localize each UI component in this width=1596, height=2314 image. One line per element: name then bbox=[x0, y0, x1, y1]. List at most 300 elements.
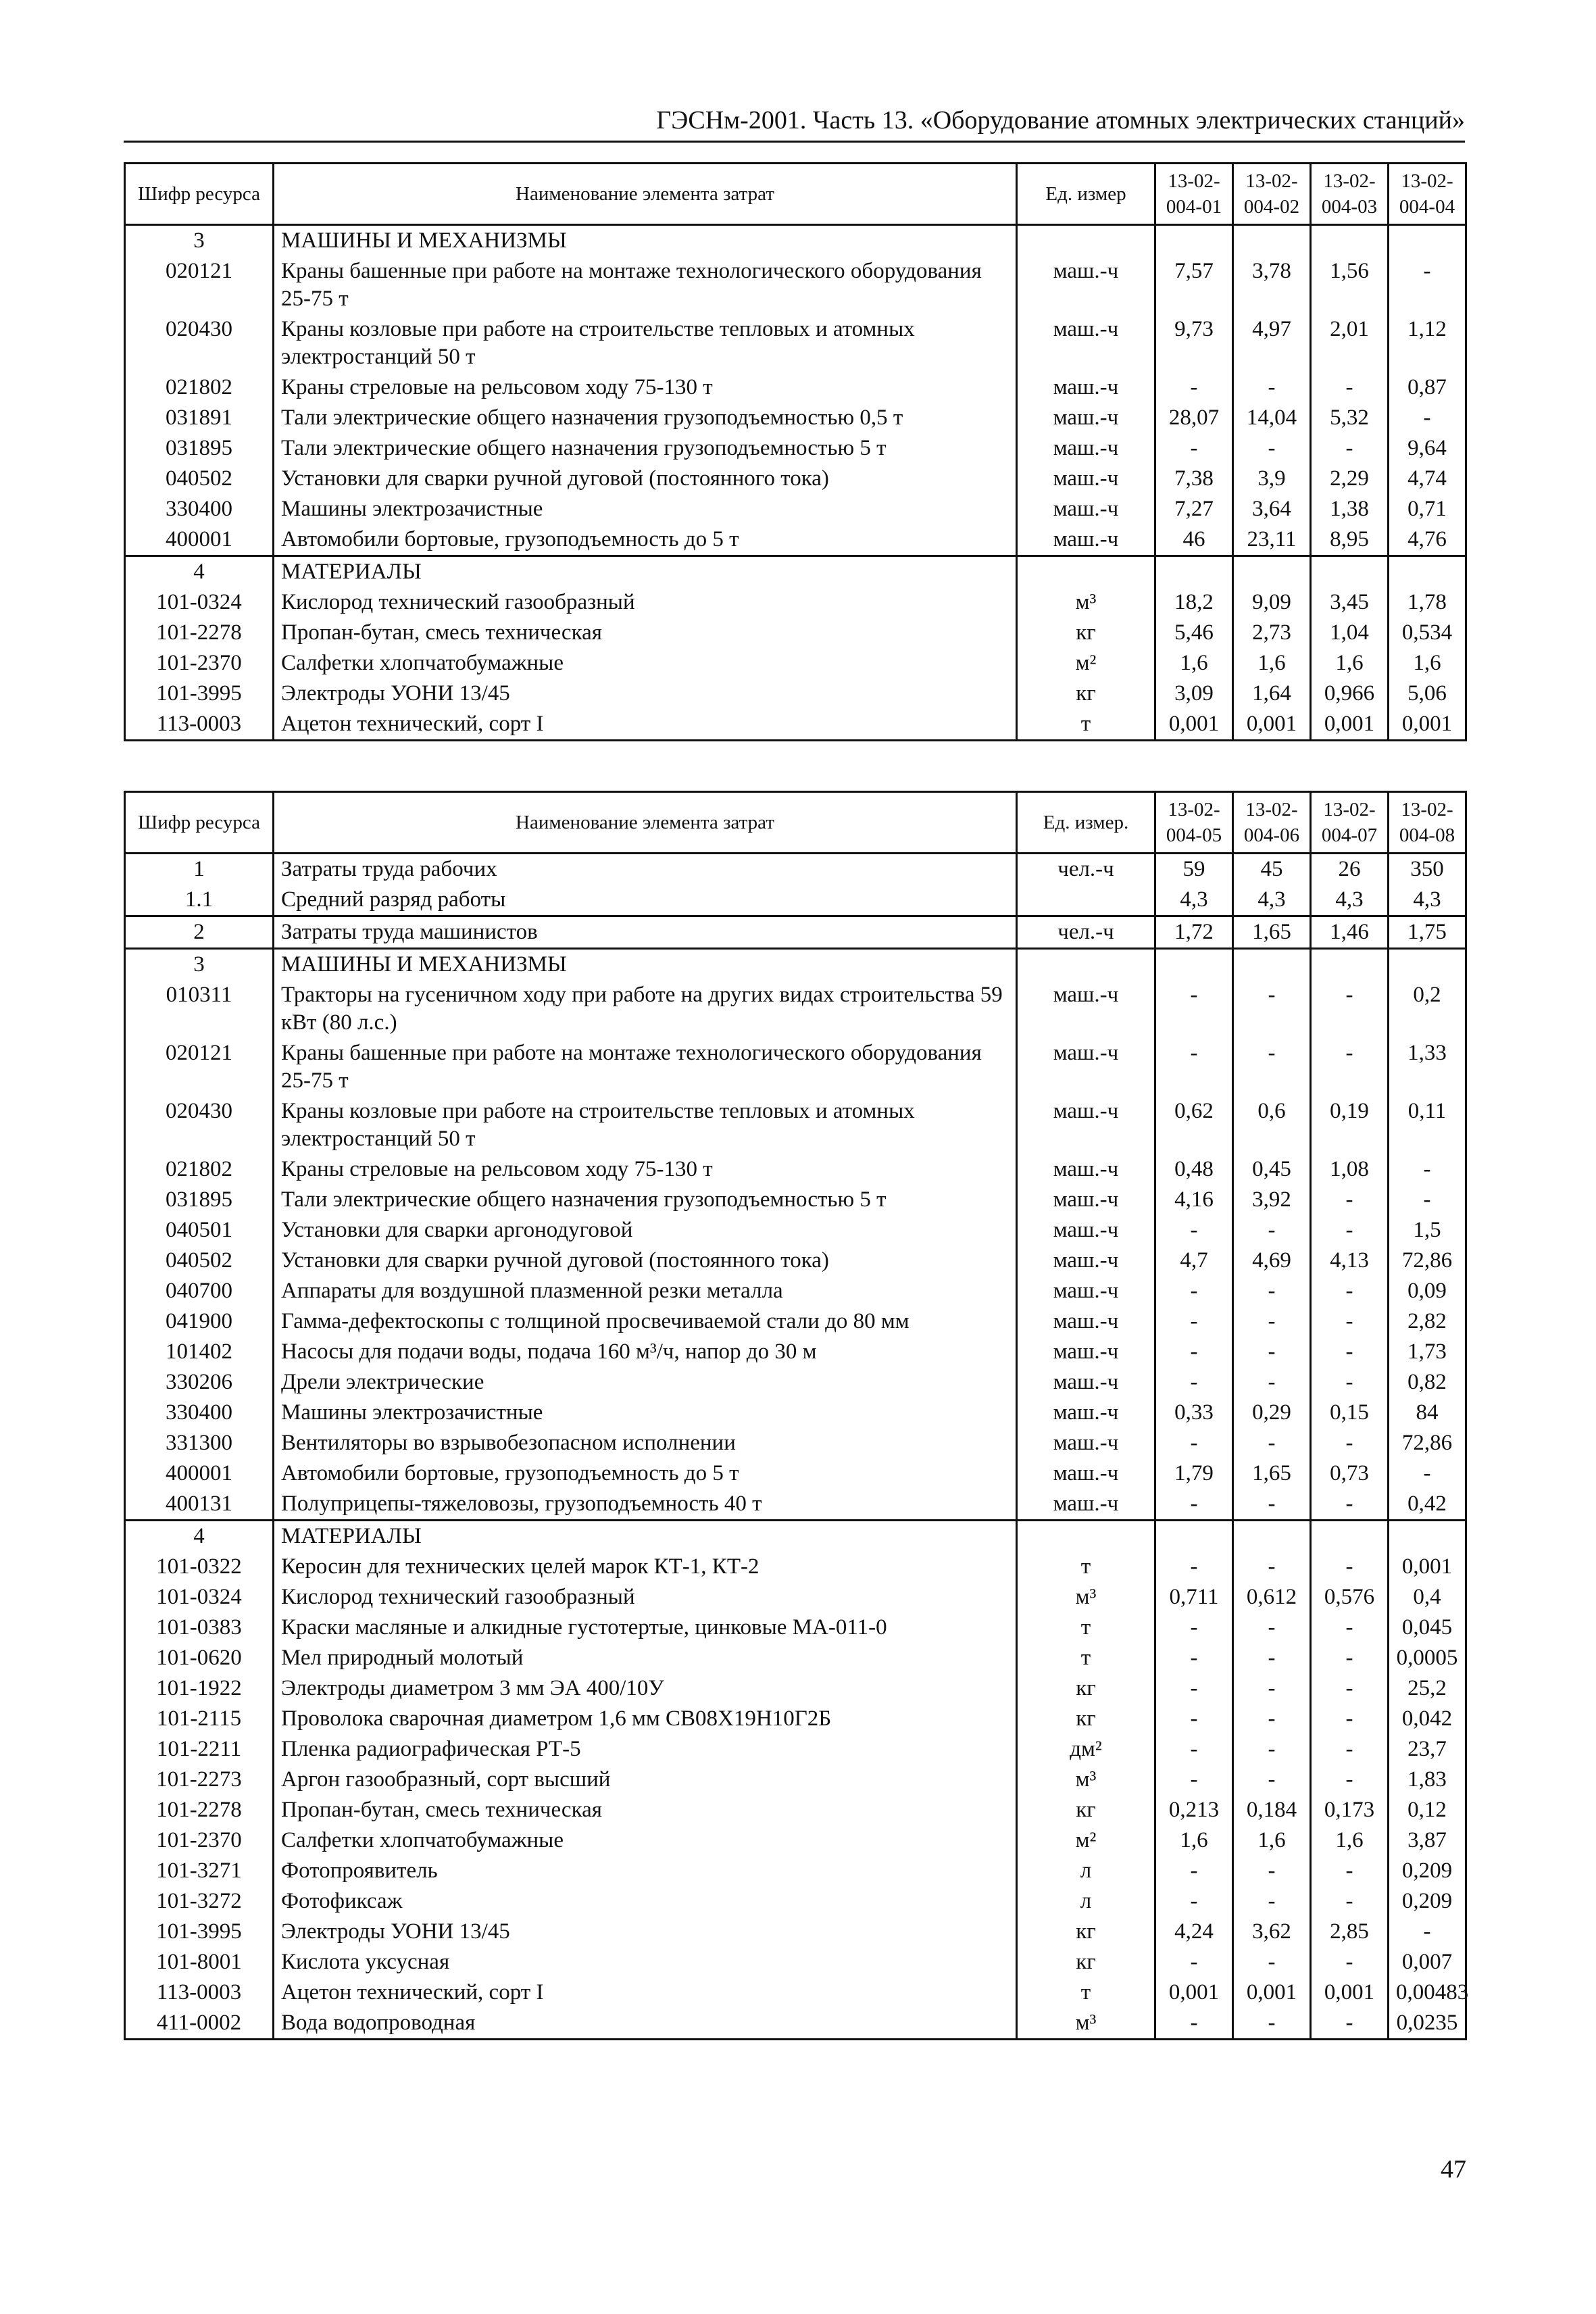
table-row bbox=[125, 1704, 1466, 1734]
value-cell: 0,48 bbox=[1155, 1154, 1233, 1185]
value-cell: 350 bbox=[1389, 854, 1466, 885]
value-cell: 0,966 bbox=[1311, 679, 1389, 709]
value-cell: - bbox=[1155, 1765, 1233, 1795]
value-cell bbox=[1389, 1521, 1466, 1552]
table-row bbox=[125, 1917, 1466, 1947]
table-row bbox=[125, 1428, 1466, 1458]
unit-cell: м² bbox=[1017, 1825, 1155, 1856]
resource-name-cell: Ацетон технический, сорт I bbox=[274, 1977, 1017, 2008]
value-cell: 5,46 bbox=[1155, 618, 1233, 648]
unit-cell: т bbox=[1017, 1613, 1155, 1643]
value-cell: 2,01 bbox=[1311, 314, 1389, 372]
value-cell: - bbox=[1311, 1337, 1389, 1367]
unit-cell: м² bbox=[1017, 648, 1155, 679]
unit-cell: т bbox=[1017, 1977, 1155, 2008]
value-cell: 0,042 bbox=[1389, 1704, 1466, 1734]
value-cell: 72,86 bbox=[1389, 1246, 1466, 1276]
resource-code-cell: 400001 bbox=[125, 1458, 274, 1489]
value-cell: 0,42 bbox=[1389, 1489, 1466, 1521]
value-cell: 8,95 bbox=[1311, 524, 1389, 556]
section-row bbox=[125, 556, 1466, 588]
unit-cell: маш.-ч bbox=[1017, 1096, 1155, 1154]
resource-name-cell: Краски масляные и алкидные густотертые, цинковые МА-011-0 bbox=[274, 1613, 1017, 1643]
table-row bbox=[125, 854, 1466, 885]
resource-code-cell: 4 bbox=[125, 1521, 274, 1552]
value-cell: 0,62 bbox=[1155, 1096, 1233, 1154]
table-row bbox=[125, 1276, 1466, 1306]
section-title-cell: МАШИНЫ И МЕХАНИЗМЫ bbox=[274, 949, 1017, 981]
value-cell: - bbox=[1155, 1276, 1233, 1306]
header-col-2: 13-02-004-06 bbox=[1233, 792, 1311, 854]
resource-name-cell: Затраты труда рабочих bbox=[274, 854, 1017, 885]
value-cell: 0,001 bbox=[1233, 1977, 1311, 2008]
value-cell: 0,19 bbox=[1311, 1096, 1389, 1154]
unit-cell: маш.-ч bbox=[1017, 1428, 1155, 1458]
value-cell: - bbox=[1233, 1947, 1311, 1977]
value-cell: 4,7 bbox=[1155, 1246, 1233, 1276]
resource-code-cell: 020121 bbox=[125, 256, 274, 314]
value-cell: 1,64 bbox=[1233, 679, 1311, 709]
value-cell bbox=[1311, 556, 1389, 588]
value-cell: - bbox=[1389, 1185, 1466, 1215]
value-cell: 0,2 bbox=[1389, 980, 1466, 1038]
value-cell: - bbox=[1233, 1552, 1311, 1582]
value-cell: 0,001 bbox=[1155, 709, 1233, 741]
value-cell: 4,16 bbox=[1155, 1185, 1233, 1215]
table-row bbox=[125, 1977, 1466, 2008]
value-cell: 7,27 bbox=[1155, 494, 1233, 524]
table-row bbox=[125, 1458, 1466, 1489]
value-cell: - bbox=[1155, 1886, 1233, 1917]
unit-cell: кг bbox=[1017, 1704, 1155, 1734]
resource-code-cell: 101-3272 bbox=[125, 1886, 274, 1917]
resource-name-cell: Электроды диаметром 3 мм ЭА 400/10У bbox=[274, 1673, 1017, 1704]
value-cell: 4,24 bbox=[1155, 1917, 1233, 1947]
unit-cell: маш.-ч bbox=[1017, 403, 1155, 433]
resource-code-cell: 101-2370 bbox=[125, 1825, 274, 1856]
resource-code-cell: 040502 bbox=[125, 464, 274, 494]
resource-code-cell: 400131 bbox=[125, 1489, 274, 1521]
value-cell: - bbox=[1233, 1734, 1311, 1765]
resource-code-cell: 330206 bbox=[125, 1367, 274, 1398]
value-cell: 4,3 bbox=[1389, 885, 1466, 916]
value-cell: - bbox=[1233, 1215, 1311, 1246]
value-cell: - bbox=[1311, 1643, 1389, 1673]
table-row bbox=[125, 1856, 1466, 1886]
resource-code-cell: 020430 bbox=[125, 1096, 274, 1154]
resource-name-cell: Средний разряд работы bbox=[274, 885, 1017, 916]
resource-name-cell: Краны башенные при работе на монтаже технологического оборудования 25-75 т bbox=[274, 256, 1017, 314]
table-row bbox=[125, 1367, 1466, 1398]
value-cell: 1,65 bbox=[1233, 916, 1311, 949]
resource-name-cell: Аргон газообразный, сорт высший bbox=[274, 1765, 1017, 1795]
value-cell: 0,6 bbox=[1233, 1096, 1311, 1154]
value-cell: 0,001 bbox=[1311, 1977, 1389, 2008]
section-title-cell: МАШИНЫ И МЕХАНИЗМЫ bbox=[274, 225, 1017, 257]
value-cell: 3,87 bbox=[1389, 1825, 1466, 1856]
resource-code-cell: 101-0324 bbox=[125, 1582, 274, 1613]
value-cell: 3,09 bbox=[1155, 679, 1233, 709]
value-cell: 1,6 bbox=[1233, 1825, 1311, 1856]
value-cell: 1,75 bbox=[1389, 916, 1466, 949]
resource-name-cell: Пропан-бутан, смесь техническая bbox=[274, 618, 1017, 648]
table-row bbox=[125, 1643, 1466, 1673]
value-cell: - bbox=[1155, 1704, 1233, 1734]
table-row bbox=[125, 1306, 1466, 1337]
resource-name-cell: Установки для сварки аргонодуговой bbox=[274, 1215, 1017, 1246]
resource-code-cell: 101-2115 bbox=[125, 1704, 274, 1734]
value-cell: 0,184 bbox=[1233, 1795, 1311, 1825]
unit-cell: маш.-ч bbox=[1017, 1306, 1155, 1337]
header-col-4: 13-02-004-04 bbox=[1389, 164, 1466, 225]
resource-name-cell: Салфетки хлопчатобумажные bbox=[274, 648, 1017, 679]
value-cell: 0,29 bbox=[1233, 1398, 1311, 1428]
unit-cell: маш.-ч bbox=[1017, 433, 1155, 464]
value-cell bbox=[1311, 225, 1389, 257]
value-cell: - bbox=[1311, 1704, 1389, 1734]
table-row bbox=[125, 679, 1466, 709]
resource-code-cell: 101-0322 bbox=[125, 1552, 274, 1582]
value-cell: 7,57 bbox=[1155, 256, 1233, 314]
resource-name-cell: Автомобили бортовые, грузоподъемность до 5 т bbox=[274, 524, 1017, 556]
resource-name-cell: Электроды УОНИ 13/45 bbox=[274, 1917, 1017, 1947]
value-cell: 4,3 bbox=[1155, 885, 1233, 916]
value-cell: 0,045 bbox=[1389, 1613, 1466, 1643]
value-cell: 0,711 bbox=[1155, 1582, 1233, 1613]
table-row bbox=[125, 1246, 1466, 1276]
page-number: 47 bbox=[1441, 2155, 1466, 2184]
resource-code-cell: 010311 bbox=[125, 980, 274, 1038]
value-cell: - bbox=[1233, 1489, 1311, 1521]
value-cell bbox=[1233, 949, 1311, 981]
resource-name-cell: Тали электрические общего назначения грузоподъемностью 5 т bbox=[274, 1185, 1017, 1215]
value-cell: - bbox=[1155, 1552, 1233, 1582]
value-cell: 0,001 bbox=[1389, 709, 1466, 741]
unit-cell: маш.-ч bbox=[1017, 1038, 1155, 1096]
resource-name-cell: Фотофиксаж bbox=[274, 1886, 1017, 1917]
resource-name-cell: Вода водопроводная bbox=[274, 2008, 1017, 2040]
header-code: Шифр ресурса bbox=[125, 792, 274, 854]
header-unit: Ед. измер bbox=[1017, 164, 1155, 225]
header-name: Наименование элемента затрат bbox=[274, 164, 1017, 225]
resource-name-cell: Пропан-бутан, смесь техническая bbox=[274, 1795, 1017, 1825]
resource-code-cell: 101402 bbox=[125, 1337, 274, 1367]
value-cell bbox=[1155, 1521, 1233, 1552]
resource-code-cell: 2 bbox=[125, 916, 274, 949]
resource-table-1 bbox=[124, 162, 1467, 741]
value-cell: 2,29 bbox=[1311, 464, 1389, 494]
table-row bbox=[125, 1096, 1466, 1154]
resource-code-cell: 3 bbox=[125, 949, 274, 981]
value-cell: 0,534 bbox=[1389, 618, 1466, 648]
value-cell: 1,78 bbox=[1389, 587, 1466, 618]
unit-cell bbox=[1017, 225, 1155, 257]
value-cell: 0,71 bbox=[1389, 494, 1466, 524]
resource-code-cell: 331300 bbox=[125, 1428, 274, 1458]
value-cell: 0,209 bbox=[1389, 1856, 1466, 1886]
resource-code-cell: 101-1922 bbox=[125, 1673, 274, 1704]
value-cell: - bbox=[1155, 1038, 1233, 1096]
resource-name-cell: Краны стреловые на рельсовом ходу 75-130 т bbox=[274, 1154, 1017, 1185]
value-cell: - bbox=[1389, 403, 1466, 433]
value-cell: 1,12 bbox=[1389, 314, 1466, 372]
unit-cell: м³ bbox=[1017, 2008, 1155, 2040]
table-row bbox=[125, 1337, 1466, 1367]
table-row bbox=[125, 587, 1466, 618]
resource-name-cell: Затраты труда машинистов bbox=[274, 916, 1017, 949]
value-cell: 0,45 bbox=[1233, 1154, 1311, 1185]
value-cell: - bbox=[1155, 1215, 1233, 1246]
unit-cell: дм² bbox=[1017, 1734, 1155, 1765]
value-cell: - bbox=[1233, 1856, 1311, 1886]
value-cell: 1,5 bbox=[1389, 1215, 1466, 1246]
resource-name-cell: Установки для сварки ручной дуговой (постоянного тока) bbox=[274, 1246, 1017, 1276]
resource-name-cell: Салфетки хлопчатобумажные bbox=[274, 1825, 1017, 1856]
value-cell: 1,33 bbox=[1389, 1038, 1466, 1096]
value-cell: 1,56 bbox=[1311, 256, 1389, 314]
table-row bbox=[125, 1215, 1466, 1246]
value-cell: 3,78 bbox=[1233, 256, 1311, 314]
resource-code-cell: 101-3995 bbox=[125, 1917, 274, 1947]
value-cell: 18,2 bbox=[1155, 587, 1233, 618]
value-cell: - bbox=[1311, 1613, 1389, 1643]
value-cell: 3,62 bbox=[1233, 1917, 1311, 1947]
section-title-cell: МАТЕРИАЛЫ bbox=[274, 1521, 1017, 1552]
value-cell: - bbox=[1311, 433, 1389, 464]
value-cell: 0,0005 bbox=[1389, 1643, 1466, 1673]
resource-code-cell: 101-2370 bbox=[125, 648, 274, 679]
unit-cell: маш.-ч bbox=[1017, 1246, 1155, 1276]
value-cell: 2,85 bbox=[1311, 1917, 1389, 1947]
resource-name-cell: Мел природный молотый bbox=[274, 1643, 1017, 1673]
table-row bbox=[125, 403, 1466, 433]
value-cell: 9,09 bbox=[1233, 587, 1311, 618]
value-cell: 59 bbox=[1155, 854, 1233, 885]
value-cell bbox=[1389, 556, 1466, 588]
value-cell: - bbox=[1311, 1552, 1389, 1582]
unit-cell: т bbox=[1017, 1643, 1155, 1673]
resource-code-cell: 101-2278 bbox=[125, 1795, 274, 1825]
value-cell: - bbox=[1311, 1038, 1389, 1096]
resource-name-cell: Краны козловые при работе на строительстве тепловых и атомных электростанций 50 т bbox=[274, 314, 1017, 372]
table-row bbox=[125, 1795, 1466, 1825]
unit-cell: м³ bbox=[1017, 1582, 1155, 1613]
resource-code-cell: 113-0003 bbox=[125, 1977, 274, 2008]
value-cell: - bbox=[1155, 1734, 1233, 1765]
unit-cell: маш.-ч bbox=[1017, 464, 1155, 494]
section-row bbox=[125, 225, 1466, 257]
value-cell: 0,11 bbox=[1389, 1096, 1466, 1154]
table-row bbox=[125, 885, 1466, 916]
table-row bbox=[125, 1154, 1466, 1185]
value-cell: - bbox=[1389, 1154, 1466, 1185]
resource-code-cell: 020430 bbox=[125, 314, 274, 372]
header-name: Наименование элемента затрат bbox=[274, 792, 1017, 854]
value-cell: 0,007 bbox=[1389, 1947, 1466, 1977]
unit-cell: маш.-ч bbox=[1017, 1398, 1155, 1428]
resource-code-cell: 040700 bbox=[125, 1276, 274, 1306]
value-cell: 0,0235 bbox=[1389, 2008, 1466, 2040]
value-cell: 0,12 bbox=[1389, 1795, 1466, 1825]
value-cell bbox=[1311, 949, 1389, 981]
value-cell: - bbox=[1311, 1765, 1389, 1795]
resource-code-cell: 4 bbox=[125, 556, 274, 588]
unit-cell: чел.-ч bbox=[1017, 854, 1155, 885]
value-cell: - bbox=[1389, 1917, 1466, 1947]
value-cell: 26 bbox=[1311, 854, 1389, 885]
resource-code-cell: 101-3995 bbox=[125, 679, 274, 709]
resource-name-cell: Насосы для подачи воды, подача 160 м³/ч, напор до 30 м bbox=[274, 1337, 1017, 1367]
value-cell: - bbox=[1233, 1428, 1311, 1458]
resource-code-cell: 031895 bbox=[125, 1185, 274, 1215]
table-row bbox=[125, 1673, 1466, 1704]
value-cell: 0,209 bbox=[1389, 1886, 1466, 1917]
value-cell: 4,76 bbox=[1389, 524, 1466, 556]
table-row bbox=[125, 648, 1466, 679]
resource-code-cell: 021802 bbox=[125, 372, 274, 403]
resource-code-cell: 101-0324 bbox=[125, 587, 274, 618]
value-cell: 1,83 bbox=[1389, 1765, 1466, 1795]
table-row bbox=[125, 524, 1466, 556]
resource-code-cell: 101-3271 bbox=[125, 1856, 274, 1886]
value-cell: 1,79 bbox=[1155, 1458, 1233, 1489]
header-col-1: 13-02-004-01 bbox=[1155, 164, 1233, 225]
unit-cell: маш.-ч bbox=[1017, 980, 1155, 1038]
value-cell bbox=[1155, 949, 1233, 981]
value-cell: - bbox=[1155, 1613, 1233, 1643]
resource-name-cell: Гамма-дефектоскопы с толщиной просвечиваемой стали до 80 мм bbox=[274, 1306, 1017, 1337]
value-cell: 3,9 bbox=[1233, 464, 1311, 494]
resource-code-cell: 330400 bbox=[125, 1398, 274, 1428]
value-cell: - bbox=[1311, 1185, 1389, 1215]
value-cell: 45 bbox=[1233, 854, 1311, 885]
value-cell: - bbox=[1155, 1489, 1233, 1521]
table-row bbox=[125, 916, 1466, 949]
header-col-3: 13-02-004-07 bbox=[1311, 792, 1389, 854]
resource-name-cell: Электроды УОНИ 13/45 bbox=[274, 679, 1017, 709]
value-cell: 4,74 bbox=[1389, 464, 1466, 494]
resource-code-cell: 1.1 bbox=[125, 885, 274, 916]
unit-cell: чел.-ч bbox=[1017, 916, 1155, 949]
value-cell: - bbox=[1389, 256, 1466, 314]
value-cell: 1,72 bbox=[1155, 916, 1233, 949]
header-unit: Ед. измер. bbox=[1017, 792, 1155, 854]
value-cell: - bbox=[1233, 1704, 1311, 1734]
value-cell: 2,82 bbox=[1389, 1306, 1466, 1337]
value-cell: 3,92 bbox=[1233, 1185, 1311, 1215]
value-cell bbox=[1155, 225, 1233, 257]
resource-code-cell: 020121 bbox=[125, 1038, 274, 1096]
value-cell: 0,87 bbox=[1389, 372, 1466, 403]
value-cell: - bbox=[1311, 372, 1389, 403]
resource-name-cell: Ацетон технический, сорт I bbox=[274, 709, 1017, 741]
resource-code-cell: 101-8001 bbox=[125, 1947, 274, 1977]
value-cell: - bbox=[1311, 980, 1389, 1038]
value-cell: - bbox=[1311, 1367, 1389, 1398]
resource-code-cell: 101-0620 bbox=[125, 1643, 274, 1673]
unit-cell bbox=[1017, 556, 1155, 588]
resource-name-cell: Установки для сварки ручной дуговой (постоянного тока) bbox=[274, 464, 1017, 494]
table-row bbox=[125, 1613, 1466, 1643]
value-cell: - bbox=[1233, 1306, 1311, 1337]
value-cell: 1,6 bbox=[1311, 648, 1389, 679]
value-cell: - bbox=[1311, 1215, 1389, 1246]
value-cell: - bbox=[1311, 1428, 1389, 1458]
value-cell: - bbox=[1233, 1886, 1311, 1917]
unit-cell: маш.-ч bbox=[1017, 1367, 1155, 1398]
table-row bbox=[125, 1489, 1466, 1521]
value-cell: 1,08 bbox=[1311, 1154, 1389, 1185]
value-cell: 9,64 bbox=[1389, 433, 1466, 464]
value-cell: - bbox=[1155, 1306, 1233, 1337]
resource-code-cell: 040502 bbox=[125, 1246, 274, 1276]
page-header-title: ГЭСНм-2001. Часть 13. «Оборудование атомных электрических станций» bbox=[656, 106, 1465, 134]
value-cell: 4,3 bbox=[1311, 885, 1389, 916]
table-header-row bbox=[125, 792, 1466, 854]
value-cell: - bbox=[1155, 2008, 1233, 2040]
unit-cell: л bbox=[1017, 1856, 1155, 1886]
resource-code-cell: 3 bbox=[125, 225, 274, 257]
resource-name-cell: Полуприцепы-тяжеловозы, грузоподъемность 40 т bbox=[274, 1489, 1017, 1521]
unit-cell: маш.-ч bbox=[1017, 1215, 1155, 1246]
value-cell: 5,06 bbox=[1389, 679, 1466, 709]
value-cell: - bbox=[1155, 372, 1233, 403]
unit-cell: м³ bbox=[1017, 587, 1155, 618]
resource-code-cell: 041900 bbox=[125, 1306, 274, 1337]
value-cell: 1,65 bbox=[1233, 1458, 1311, 1489]
table-row bbox=[125, 1185, 1466, 1215]
unit-cell bbox=[1017, 949, 1155, 981]
resource-name-cell: Краны козловые при работе на строительстве тепловых и атомных электростанций 50 т bbox=[274, 1096, 1017, 1154]
resource-name-cell: Кислород технический газообразный bbox=[274, 587, 1017, 618]
value-cell: - bbox=[1155, 1673, 1233, 1704]
value-cell: 0,4 bbox=[1389, 1582, 1466, 1613]
value-cell: - bbox=[1311, 1734, 1389, 1765]
header-col-4: 13-02-004-08 bbox=[1389, 792, 1466, 854]
unit-cell: кг bbox=[1017, 1947, 1155, 1977]
resource-code-cell: 040501 bbox=[125, 1215, 274, 1246]
value-cell: 0,001 bbox=[1155, 1977, 1233, 2008]
table-row bbox=[125, 1765, 1466, 1795]
unit-cell: кг bbox=[1017, 1917, 1155, 1947]
resource-name-cell: Тали электрические общего назначения грузоподъемностью 0,5 т bbox=[274, 403, 1017, 433]
unit-cell: маш.-ч bbox=[1017, 1337, 1155, 1367]
value-cell: 0,576 bbox=[1311, 1582, 1389, 1613]
unit-cell bbox=[1017, 1521, 1155, 1552]
unit-cell: т bbox=[1017, 709, 1155, 741]
unit-cell bbox=[1017, 885, 1155, 916]
value-cell: - bbox=[1155, 1337, 1233, 1367]
header-col-3: 13-02-004-03 bbox=[1311, 164, 1389, 225]
table-row bbox=[125, 618, 1466, 648]
value-cell: - bbox=[1311, 1673, 1389, 1704]
value-cell: 1,04 bbox=[1311, 618, 1389, 648]
resource-code-cell: 101-2273 bbox=[125, 1765, 274, 1795]
value-cell: - bbox=[1233, 980, 1311, 1038]
value-cell: 4,13 bbox=[1311, 1246, 1389, 1276]
resource-name-cell: Проволока сварочная диаметром 1,6 мм СВ08Х19Н10Г2Б bbox=[274, 1704, 1017, 1734]
resource-code-cell: 1 bbox=[125, 854, 274, 885]
value-cell: 72,86 bbox=[1389, 1428, 1466, 1458]
value-cell: 0,001 bbox=[1311, 709, 1389, 741]
section-title-cell: МАТЕРИАЛЫ bbox=[274, 556, 1017, 588]
table-row bbox=[125, 433, 1466, 464]
section-row bbox=[125, 1521, 1466, 1552]
value-cell: - bbox=[1155, 1367, 1233, 1398]
header-col-1: 13-02-004-05 bbox=[1155, 792, 1233, 854]
resource-name-cell: Тракторы на гусеничном ходу при работе на других видах строительства 59 кВт (80 л.с.) bbox=[274, 980, 1017, 1038]
value-cell: 1,6 bbox=[1311, 1825, 1389, 1856]
